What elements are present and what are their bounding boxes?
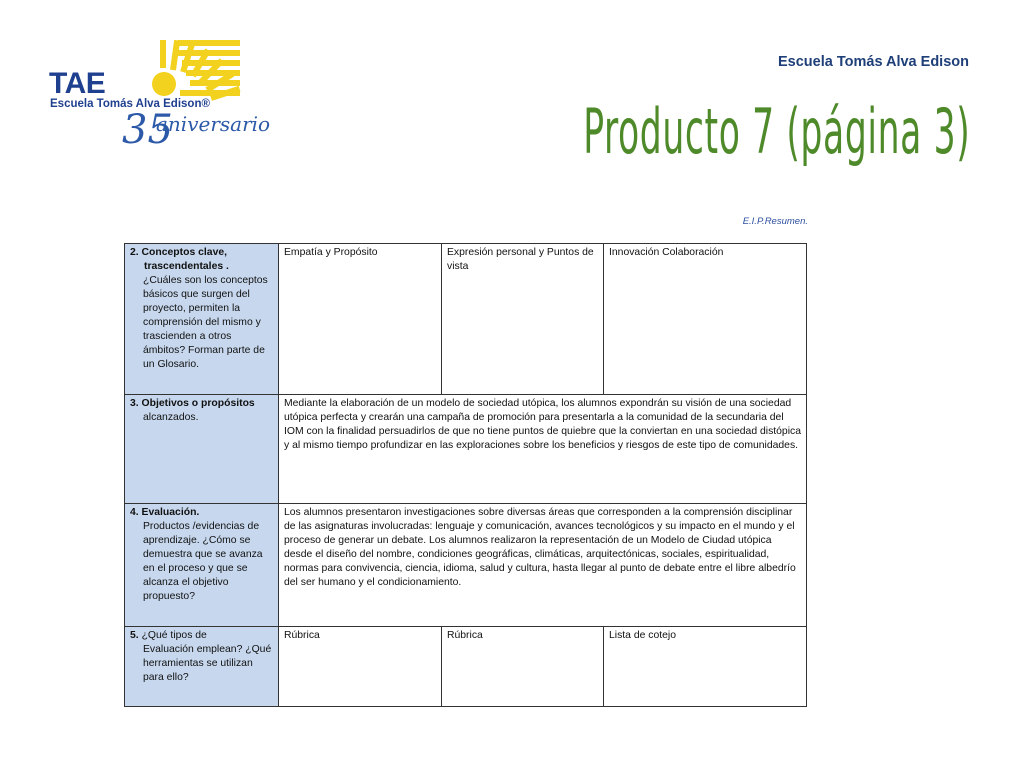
row-title: 3. Objetivos o propósitos [130,398,255,409]
table-cell: Empatía y Propósito [279,244,442,395]
row-label [125,627,279,707]
row-description: ¿Cuáles son los conceptos básicos que surgen del proyecto, permiten la comprensión del mismo y trascienden a otros ámbitos? Forman parte de un Glosario. [143,275,268,370]
school-logo [42,34,312,164]
table-cell: Rúbrica [442,627,604,707]
row-description: Evaluación emplean? ¿Qué herramientas se utilizan para ello? [143,644,272,683]
anniversary-text: aniversario [156,112,271,136]
table-cell: Rúbrica [279,627,442,707]
row-title: 5. ¿Qué tipos de [130,630,207,641]
table-row [125,395,807,504]
row-title: 2. Conceptos clave, trascendentales . [130,247,229,272]
school-name: Escuela Tomás Alva Edison [778,54,969,70]
table-cell: Mediante la elaboración de un modelo de sociedad utópica, los alumnos expondrán su visión de una sociedad utópica perfecta y crearán una campaña de promoción para presentarla a la comunidad de la secundaria del IOM con la finalidad persuadirlos de que no tiene puntos de quiebre que la conviertan en una sociedad distópica y al mismo tiempo profundizar en las exploraciones sobre los beneficios y riesgos de este tipo de comunidades. [279,395,807,504]
row-label [125,395,279,504]
table-cell: Expresión personal y Puntos de vista [442,244,604,395]
logo-subtitle: Escuela Tomás Alva Edison® [50,98,210,110]
row-label [125,504,279,627]
project-summary-table [124,243,807,707]
row-description: alcanzados. [143,412,199,423]
row-title: 4. Evaluación. [130,507,200,518]
anniversary-number: 35 [122,107,173,153]
table-cell: Lista de cotejo [604,627,807,707]
page-title: Producto 7 (página 3) [582,95,970,168]
table-row [125,244,807,395]
row-description: Productos /evidencias de aprendizaje. ¿Cómo se demuestra que se avanza en el proceso y que se alcanza el objetivo propuesto? [143,521,263,602]
table-cell: Los alumnos presentaron investigaciones sobre diversas áreas que corresponden a la comprensión disciplinar de las asignaturas involucradas: lenguaje y comunicación, avances tecnológicos y su impacto en el mundo y el proceso de generar un debate. Los alumnos realizaron la representación de un Modelo de Ciudad utópica desde el diseño del nombre, condiciones geográficas, climáticas, arquitectónicas, sociales, espiritualidad, normas para convivencia, ciencia, idioma, salud y cultura, hasta llegar al punto de debate entre el libre albedrío del ser humano y el condicionamiento. [279,504,807,627]
table-row [125,504,807,627]
document-tag: E.I.P.Resumen. [742,216,808,227]
table-cell: Innovación Colaboración [604,244,807,395]
table-row [125,627,807,707]
row-label [125,244,279,395]
logo-wordmark: TAE [49,67,106,100]
